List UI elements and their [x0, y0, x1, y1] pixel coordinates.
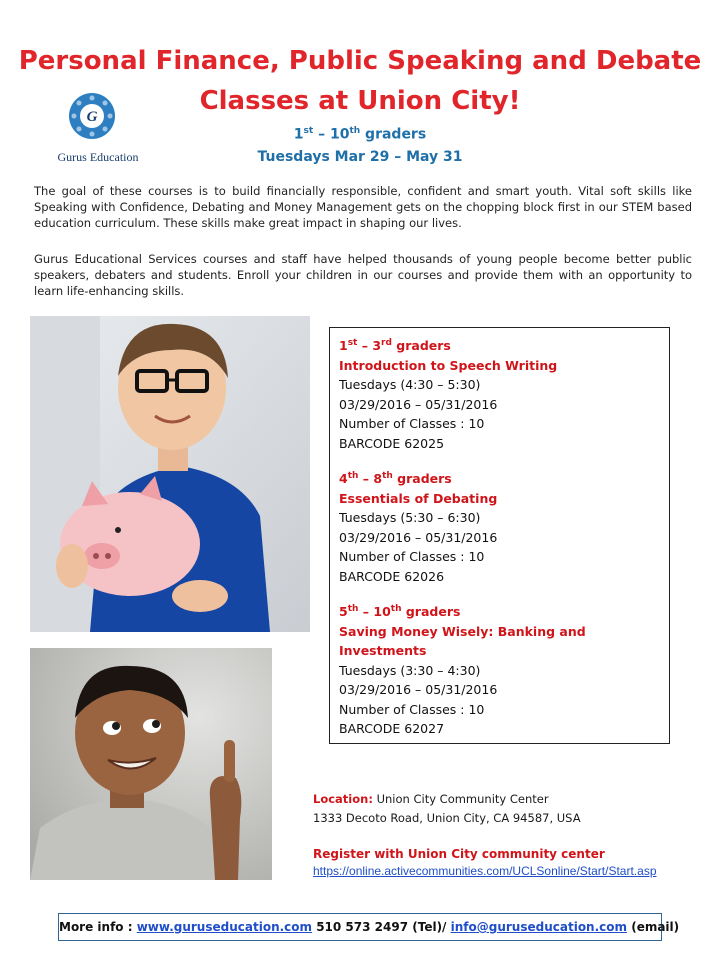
website-link[interactable]: www.guruseducation.com — [136, 920, 313, 934]
location-label: Location: — [313, 792, 373, 806]
class-barcode: BARCODE 62026 — [339, 568, 445, 584]
location-block — [313, 790, 713, 828]
grade-text: graders — [392, 471, 452, 487]
class-dates: 03/29/2016 – 05/31/2016 — [339, 682, 498, 698]
register-link[interactable]: https://online.activecommunities.com/UCLSonline/Start/Start.asp — [313, 864, 657, 878]
grades-text: graders — [360, 126, 427, 143]
class-dates: 03/29/2016 – 05/31/2016 — [339, 396, 498, 412]
grade-text: – 10 — [358, 604, 391, 620]
boy-piggy-bank-photo — [30, 316, 310, 632]
email-link[interactable]: info@guruseducation.com — [450, 920, 628, 934]
class-course-title: Essentials of Debating — [339, 490, 498, 506]
location-line — [313, 790, 713, 809]
grade-sup: rd — [381, 338, 392, 348]
class-course-title: Introduction to Speech Writing — [339, 357, 558, 373]
grade-sup: st — [347, 338, 358, 348]
grade-sup: th — [382, 471, 393, 482]
grades-text: – 10 — [313, 126, 350, 143]
class-count: Number of Classes : 10 — [339, 701, 485, 717]
logo-name: Gurus Education — [57, 150, 139, 164]
boy-pointing-photo — [30, 648, 272, 880]
location-venue: Union City Community Center — [372, 792, 549, 806]
class-grades — [339, 600, 660, 622]
class-grades — [339, 467, 660, 489]
grade-sup: th — [347, 471, 359, 482]
class-time: Tuesdays (5:30 – 6:30) — [339, 510, 481, 526]
class-grades — [339, 334, 660, 356]
footer-contact-bar — [58, 913, 680, 941]
intro-paragraph: The goal of these courses is to build financially responsible, confident and smart youth. Vital soft skills like Speaking with Confidence, Debating and Money Management gets on the chopping block first in our STEM based education curriculum. These skills make great impact in shaping our lives. — [34, 184, 692, 230]
grade-text: graders — [401, 604, 461, 620]
location-address: 1333 Decoto Road, Union City, CA 94587, USA — [313, 811, 581, 825]
grade-text: 4 — [339, 471, 348, 487]
class-section-speech — [339, 334, 660, 453]
grade-text: – 8 — [358, 471, 383, 487]
class-section-debate — [339, 467, 660, 586]
email-suffix: (email) — [627, 920, 680, 934]
grade-sup: th — [347, 604, 359, 615]
class-count: Number of Classes : 10 — [339, 416, 485, 432]
grade-text: graders — [391, 338, 451, 354]
grade-sup: th — [390, 604, 402, 615]
grade-text: 5 — [339, 604, 348, 620]
class-barcode: BARCODE 62027 — [339, 721, 445, 737]
grade-text: – 3 — [357, 338, 382, 354]
class-schedule-box — [329, 327, 670, 744]
grades-text: 1 — [293, 126, 304, 143]
grades-sup: st — [303, 126, 314, 136]
more-info-label: More info : — [59, 920, 137, 934]
register-label: Register with Union City community center — [313, 847, 605, 861]
class-barcode: BARCODE 62025 — [339, 435, 445, 451]
phone-text: 510 573 2497 (Tel)/ — [312, 920, 451, 934]
title-line-2: Classes at Union City! — [199, 86, 521, 116]
dates-subtitle: Tuesdays Mar 29 – May 31 — [257, 149, 463, 165]
class-course-title: Saving Money Wisely: Banking and Investments — [339, 623, 586, 659]
class-time: Tuesdays (4:30 – 5:30) — [339, 377, 481, 393]
gurus-logo — [68, 92, 116, 140]
grade-text: 1 — [339, 338, 348, 354]
class-dates: 03/29/2016 – 05/31/2016 — [339, 529, 498, 545]
class-count: Number of Classes : 10 — [339, 549, 485, 565]
grades-sup: th — [349, 126, 361, 136]
about-paragraph: Gurus Educational Services courses and staff have helped thousands of young people become better public speakers, debaters and students. Enroll your children in our courses and provide them with an opportunity to learn life-enhancing skills. — [34, 252, 692, 298]
title-line-1: Personal Finance, Public Speaking and Debate — [18, 46, 702, 76]
class-section-money — [339, 600, 660, 739]
class-time: Tuesdays (3:30 – 4:30) — [339, 662, 481, 678]
svg-text:G: G — [86, 109, 98, 125]
register-block — [313, 846, 713, 880]
